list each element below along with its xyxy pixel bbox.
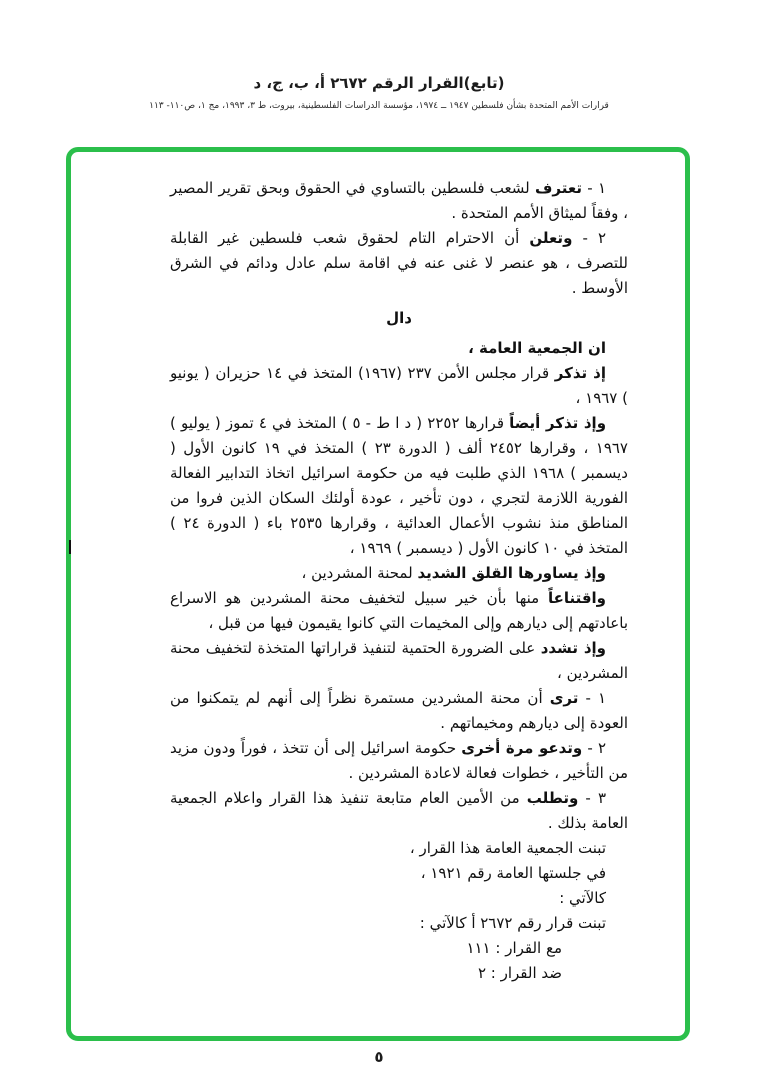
page-title: (تابع)القرار الرقم ٢٦٧٢ أ، ب، ج، د bbox=[253, 74, 505, 92]
clause-text: من الأمين العام متابعة تنفيذ هذا القرار واعلام الجمعية العامة بذلك . bbox=[170, 789, 628, 832]
clause-number: ١ - bbox=[581, 179, 606, 197]
clause-text: منها بأن خير سبيل لتخفيف محنة المشردين هو الاسراع باعادتهم إلى ديارهم وإلى المخيمات التي كانوا يقيمون فيها من قبل ، bbox=[170, 589, 628, 632]
clause-text: لشعب فلسطين بالتساوي في الحقوق وبحق تقرير المصير ، وفقاً لميثاق الأمم المتحدة . bbox=[170, 179, 628, 222]
clause-declares-respect bbox=[170, 226, 628, 301]
operative-clause-2 bbox=[170, 736, 628, 786]
vote-for-line bbox=[170, 936, 628, 961]
page-number: ٥ bbox=[374, 1048, 384, 1066]
vote-against-line bbox=[170, 961, 628, 986]
clause-text: أن الاحترام التام لحقوق شعب فلسطين غير القابلة للتصرف ، هو عنصر لا غنى عنه في اقامة سلم عادل ودائم في الشرق الأوسط . bbox=[170, 229, 628, 297]
operative-clause-3 bbox=[170, 786, 628, 836]
clause-text: أن محنة المشردين مستمرة نظراً إلى أنهم لم يتمكنوا من العودة إلى ديارهم ومخيماتهم . bbox=[170, 689, 628, 732]
adoption-line-4 bbox=[170, 911, 628, 936]
clause-number: ٢ - bbox=[572, 229, 606, 247]
preamble-recalling bbox=[170, 361, 628, 411]
vote-text: مع القرار : ١١١ bbox=[466, 939, 562, 957]
preamble-stressing bbox=[170, 636, 628, 686]
section-heading-dal: دال bbox=[386, 309, 412, 327]
clause-text: حكومة اسرائيل إلى أن تتخذ ، فوراً ودون مزيد من التأخير ، خطوات فعالة لاعادة المشردين . bbox=[170, 739, 628, 782]
clause-lead: وإذ تشدد bbox=[540, 639, 606, 657]
clause-lead: واقتناعاً bbox=[547, 589, 606, 607]
clause-lead: ترى bbox=[549, 689, 579, 707]
clause-text: على الضرورة الحتمية لتنفيذ قراراتها المتخذة لتخفيف محنة المشردين ، bbox=[170, 639, 628, 682]
clause-text: لمحنة المشردين ، bbox=[301, 564, 418, 582]
clause-lead: وتعلن bbox=[529, 229, 573, 247]
adoption-text: في جلستها العامة رقم ١٩٢١ ، bbox=[420, 864, 606, 882]
clause-number: ١ - bbox=[578, 689, 607, 707]
operative-clause-1 bbox=[170, 686, 628, 736]
clause-number: ٣ - bbox=[578, 789, 606, 807]
clause-lead: تعترف bbox=[535, 179, 582, 197]
adoption-text: كالآتي : bbox=[559, 889, 606, 907]
clause-lead: وإذ تذكر أيضاً bbox=[509, 414, 607, 432]
clause-number: ٢ - bbox=[582, 739, 606, 757]
clause-lead: وتطلب bbox=[526, 789, 579, 807]
adoption-text: تبنت الجمعية العامة هذا القرار ، bbox=[409, 839, 606, 857]
citation-line: قرارات الأمم المتحدة بشأن فلسطين ١٩٤٧ ــ ١٩٧٤، مؤسسة الدراسات الفلسطينية، بيروت، ط ٣، ١٩٩٣، مج ١، ص١١٠- ١١٣ bbox=[149, 101, 609, 111]
adoption-line-2 bbox=[170, 861, 628, 886]
clause-text: قرارها ٢٢٥٢ ( د ا ط - ٥ ) المتخذ في ٤ تموز ( يوليو ) ١٩٦٧ ، وقرارها ٢٤٥٢ ألف ( الدورة ٢٣ ) المتخذ في ١٩ كانون الأول ( ديسمبر ) ١٩٦٨ الذي طلبت فيه من حكومة اسرائيل اتخاذ التدابير الفعالة الفورية اللازمة لتجري ، دون تأخير ، عودة أولئك السكان الذين فروا من المناطق منذ نشوب الأعمال العدائية ، وقرارها ٢٥٣٥ باء ( الدورة ٢٤ ) المتخذ في ١٠ كانون الأول ( ديسمبر ) ١٩٦٩ ، bbox=[170, 414, 629, 557]
clause-lead: وتدعو مرة أخرى bbox=[461, 739, 583, 757]
document-body bbox=[170, 176, 628, 986]
clause-text: قرار مجلس الأمن ٢٣٧ (١٩٦٧) المتخذ في ١٤ حزيران ( يونيو ) ١٩٦٧ ، bbox=[170, 364, 628, 407]
clause-lead: ان الجمعية العامة ، bbox=[468, 339, 606, 357]
preamble-convinced bbox=[170, 586, 628, 636]
clause-recognizes-rights bbox=[170, 176, 628, 226]
clause-lead: وإذ يساورها القلق الشديد bbox=[417, 564, 606, 582]
adoption-line-3 bbox=[170, 886, 628, 911]
preamble-recalling-also bbox=[170, 411, 628, 561]
vote-text: ضد القرار : ٢ bbox=[477, 964, 562, 982]
adoption-line-1 bbox=[170, 836, 628, 861]
page-header bbox=[0, 74, 758, 111]
clause-lead: إذ تذكر bbox=[554, 364, 606, 382]
scan-artifact bbox=[69, 540, 71, 554]
preamble-gravely-concerned bbox=[170, 561, 628, 586]
adoption-text: تبنت قرار رقم ٢٦٧٢ أ كالآتي : bbox=[419, 914, 606, 932]
preamble-general-assembly bbox=[170, 336, 628, 361]
